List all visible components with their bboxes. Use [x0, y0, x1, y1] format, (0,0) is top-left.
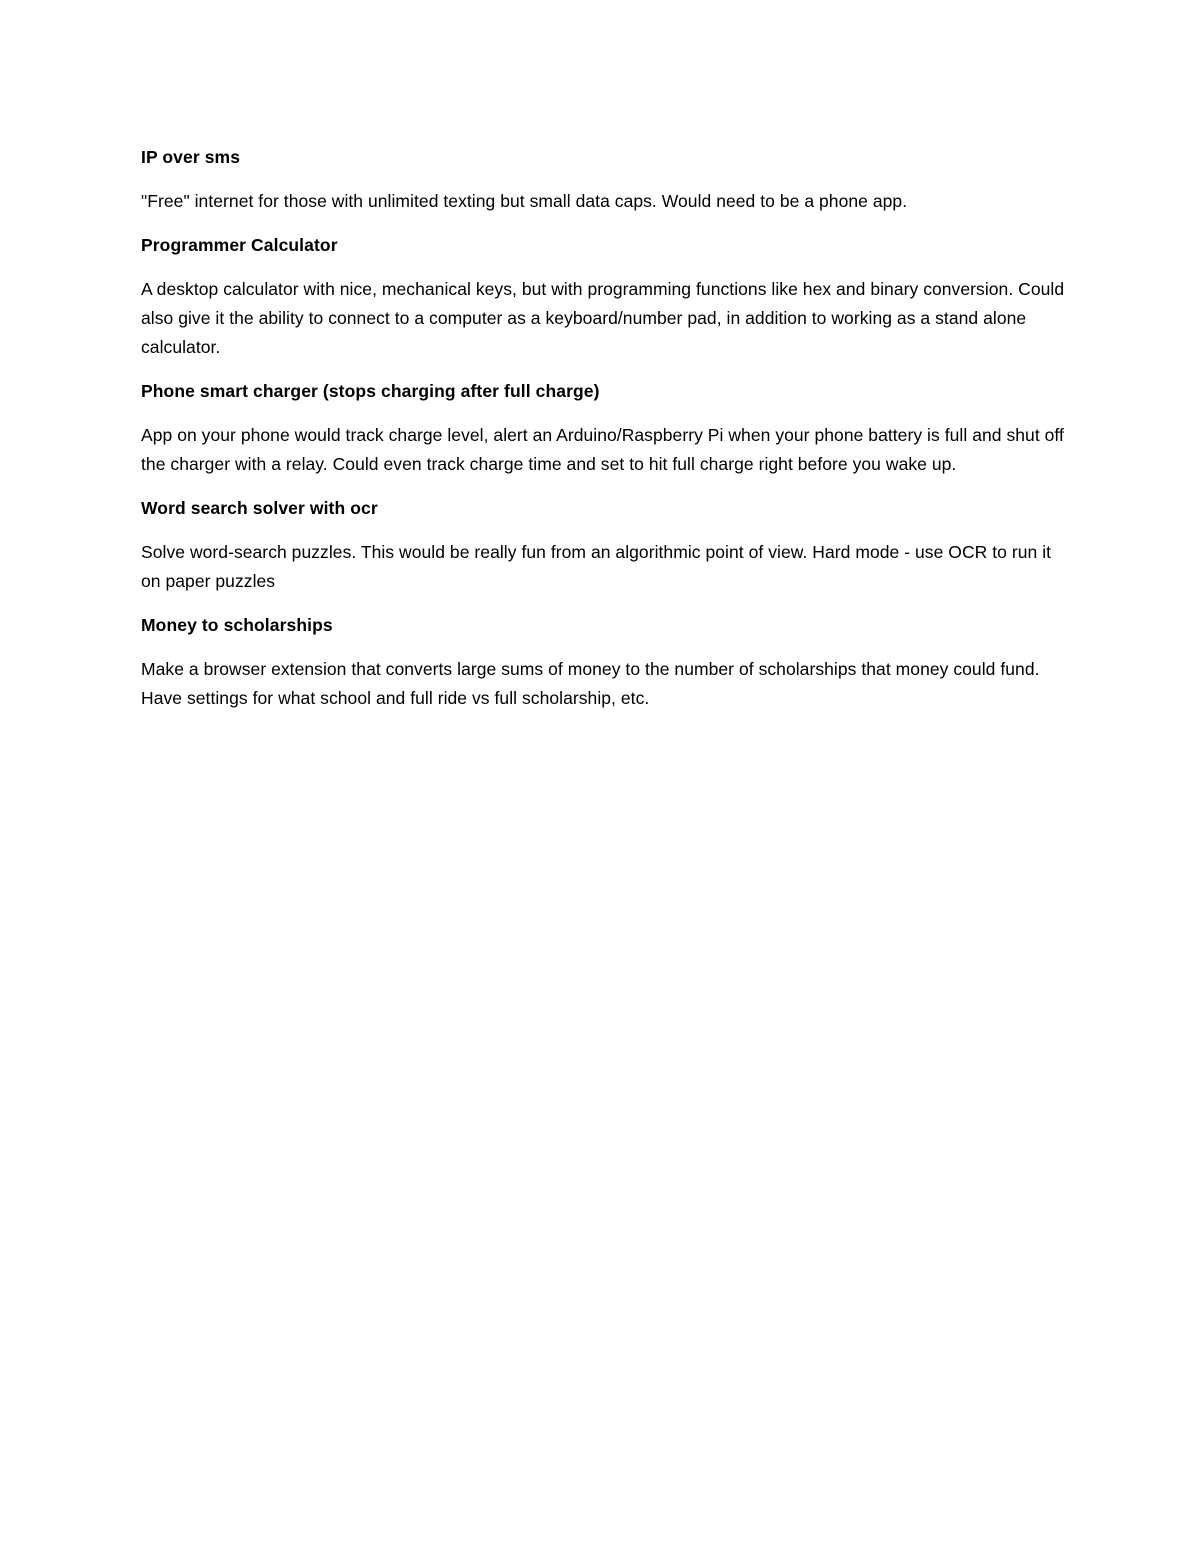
section-heading: Phone smart charger (stops charging after full charge): [141, 381, 600, 401]
section-ip-over-sms: [141, 143, 1066, 216]
section-heading: Programmer Calculator: [141, 235, 338, 255]
document-content: [141, 143, 1066, 728]
section-heading: Word search solver with ocr: [141, 498, 378, 518]
section-body: Make a browser extension that converts large sums of money to the number of scholarships that money could fund. Have settings for what school and full ride vs full scholarship, etc.: [141, 659, 1040, 708]
section-money-to-scholarships: [141, 611, 1066, 713]
section-body: A desktop calculator with nice, mechanical keys, but with programming functions like hex and binary conversion. Could also give it the ability to connect to a computer as a keyboard/number pad, in addition to working as a stand alone calculator.: [141, 279, 1065, 357]
section-body: App on your phone would track charge level, alert an Arduino/Raspberry Pi when your phone battery is full and shut off the charger with a relay. Could even track charge time and set to hit full charge right before you wake up.: [141, 425, 1064, 474]
section-heading: Money to scholarships: [141, 615, 333, 635]
section-body: "Free" internet for those with unlimited texting but small data caps. Would need to be a phone app.: [141, 191, 908, 211]
section-heading: IP over sms: [141, 147, 241, 167]
section-programmer-calculator: [141, 231, 1066, 362]
section-phone-smart-charger: [141, 377, 1066, 479]
section-body: Solve word-search puzzles. This would be really fun from an algorithmic point of view. Hard mode - use OCR to run it on paper puzzles: [141, 542, 1052, 591]
section-word-search-solver: [141, 494, 1066, 596]
